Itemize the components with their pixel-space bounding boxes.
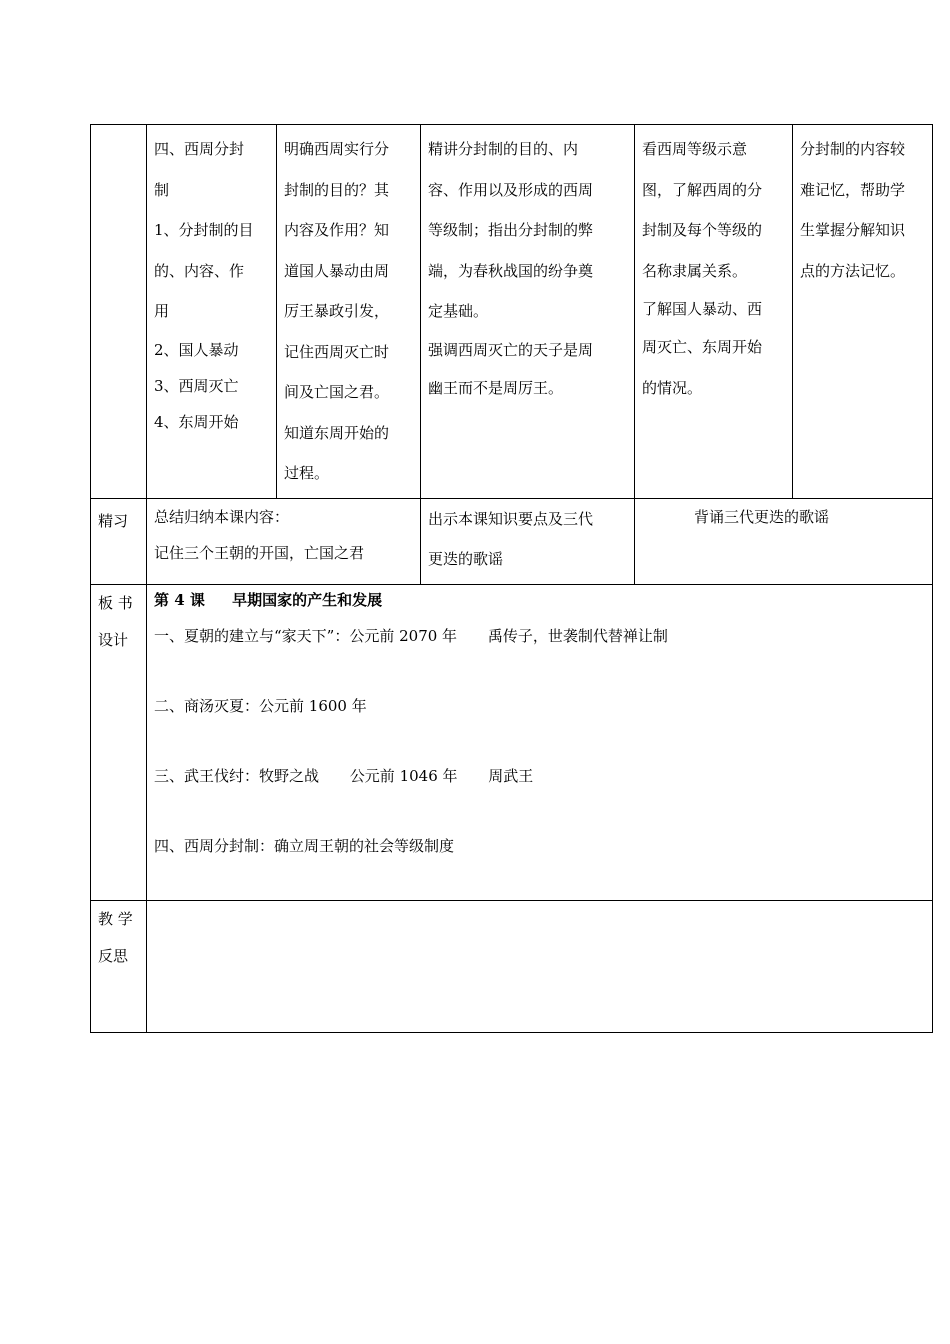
fenfeng-student-line: 图，了解西周的分 [642, 180, 763, 199]
practice-student-cell [635, 498, 933, 584]
board-label [91, 584, 147, 900]
fenfeng-student-line: 的情况。 [642, 378, 703, 397]
board-item-1-main: 一、夏朝的建立与“家天下”：公元前 2070 年 [154, 626, 458, 645]
fenfeng-goals-line: 知道东周开始的 [284, 423, 390, 442]
fenfeng-student-line: 名称隶属关系。 [642, 261, 748, 280]
fenfeng-goals-cell [277, 125, 421, 499]
fenfeng-student-line: 周灭亡、东周开始 [642, 338, 763, 356]
row-reflection [91, 900, 933, 1032]
fenfeng-goals-line: 间及亡国之君。 [284, 383, 390, 401]
fenfeng-content-line: 制 [154, 180, 170, 199]
board-item-4: 四、西周分封制：确立周王朝的社会等级制度 [154, 836, 455, 855]
board-item-2: 二、商汤灭夏：公元前 1600 年 [154, 696, 367, 715]
fenfeng-content-line: 用 [154, 302, 170, 320]
fenfeng-student-line: 了解国人暴动、西 [642, 300, 763, 318]
fenfeng-teacher-cell [421, 125, 635, 499]
fenfeng-teacher-line: 幽王而不是周厉王。 [428, 378, 564, 397]
board-label-line1: 板 书 [98, 593, 133, 612]
board-item-3-date: 公元前 1046 年 [349, 766, 458, 785]
board-title-text: 早期国家的产生和发展 [232, 590, 383, 609]
fenfeng-teacher-line: 定基础。 [428, 302, 489, 320]
reflection-label-line2: 反思 [98, 946, 129, 965]
fenfeng-student-cell [635, 125, 793, 499]
fenfeng-note-line: 点的方法记忆。 [800, 261, 906, 280]
reflection-label [91, 900, 147, 1032]
fenfeng-teacher-line: 容、作用以及形成的西周 [428, 180, 594, 199]
board-title [154, 587, 925, 613]
fenfeng-content-line: 4、东周开始 [154, 412, 239, 431]
fenfeng-goals-line: 内容及作用？知 [284, 221, 390, 239]
board-item-3 [154, 763, 925, 789]
practice-label [91, 498, 147, 584]
practice-label-text: 精习 [98, 511, 129, 530]
fenfeng-student-line: 封制及每个等级的 [642, 221, 763, 239]
practice-student-text: 背诵三代更迭的歌谣 [694, 507, 830, 526]
fenfeng-content-cell [147, 125, 277, 499]
fenfeng-content-line: 1、分封制的目 [154, 221, 254, 239]
reflection-label-line1: 教 学 [98, 909, 133, 928]
row-fenfeng [91, 125, 933, 499]
fenfeng-note-line: 生掌握分解知识 [800, 221, 906, 239]
fenfeng-note-line: 分封制的内容较 [800, 140, 906, 158]
fenfeng-content-line: 的、内容、作 [154, 261, 245, 280]
board-item-3-king: 周武王 [488, 766, 534, 785]
practice-content-cell [147, 498, 421, 584]
fenfeng-goals-line: 厉王暴政引发， [284, 302, 390, 320]
board-title-number: 第 4 课 [154, 590, 205, 609]
practice-teacher-line: 出示本课知识要点及三代 [428, 509, 594, 528]
board-item-3-main: 三、武王伐纣：牧野之战 [154, 766, 320, 785]
board-label-line2: 设计 [98, 630, 129, 649]
fenfeng-note-line: 难记忆，帮助学 [800, 180, 906, 199]
row-board [91, 584, 933, 900]
board-item-1 [154, 623, 925, 649]
fenfeng-teacher-line: 端，为春秋战国的纷争奠 [428, 261, 594, 280]
fenfeng-teacher-line: 精讲分封制的目的、内 [428, 140, 579, 158]
practice-content-line: 总结归纳本课内容： [154, 507, 290, 526]
fenfeng-content-line: 2、国人暴动 [154, 340, 239, 359]
row-fenfeng-label-cell [91, 125, 147, 499]
fenfeng-goals-line: 明确西周实行分 [284, 140, 390, 158]
reflection-content-cell[interactable] [147, 900, 933, 1032]
fenfeng-note-cell [793, 125, 933, 499]
fenfeng-content-line: 3、西周灭亡 [154, 376, 239, 395]
fenfeng-goals-line: 过程。 [284, 464, 330, 482]
fenfeng-teacher-line: 等级制；指出分封制的弊 [428, 221, 594, 239]
fenfeng-teacher-line: 强调西周灭亡的天子是周 [428, 340, 594, 359]
lesson-plan-table [90, 124, 933, 1033]
fenfeng-content-line: 四、西周分封 [154, 140, 245, 158]
fenfeng-goals-line: 封制的目的？其 [284, 180, 390, 199]
board-item-1-detail: 禹传子，世袭制代替禅让制 [487, 626, 668, 645]
board-content-cell [147, 584, 933, 900]
row-practice [91, 498, 933, 584]
practice-teacher-line: 更迭的歌谣 [428, 550, 504, 568]
practice-content-line: 记住三个王朝的开国，亡国之君 [154, 543, 365, 562]
fenfeng-student-line: 看西周等级示意 [642, 140, 748, 158]
practice-teacher-cell [421, 498, 635, 584]
fenfeng-goals-line: 记住西周灭亡时 [284, 342, 390, 361]
fenfeng-goals-line: 道国人暴动由周 [284, 261, 390, 280]
